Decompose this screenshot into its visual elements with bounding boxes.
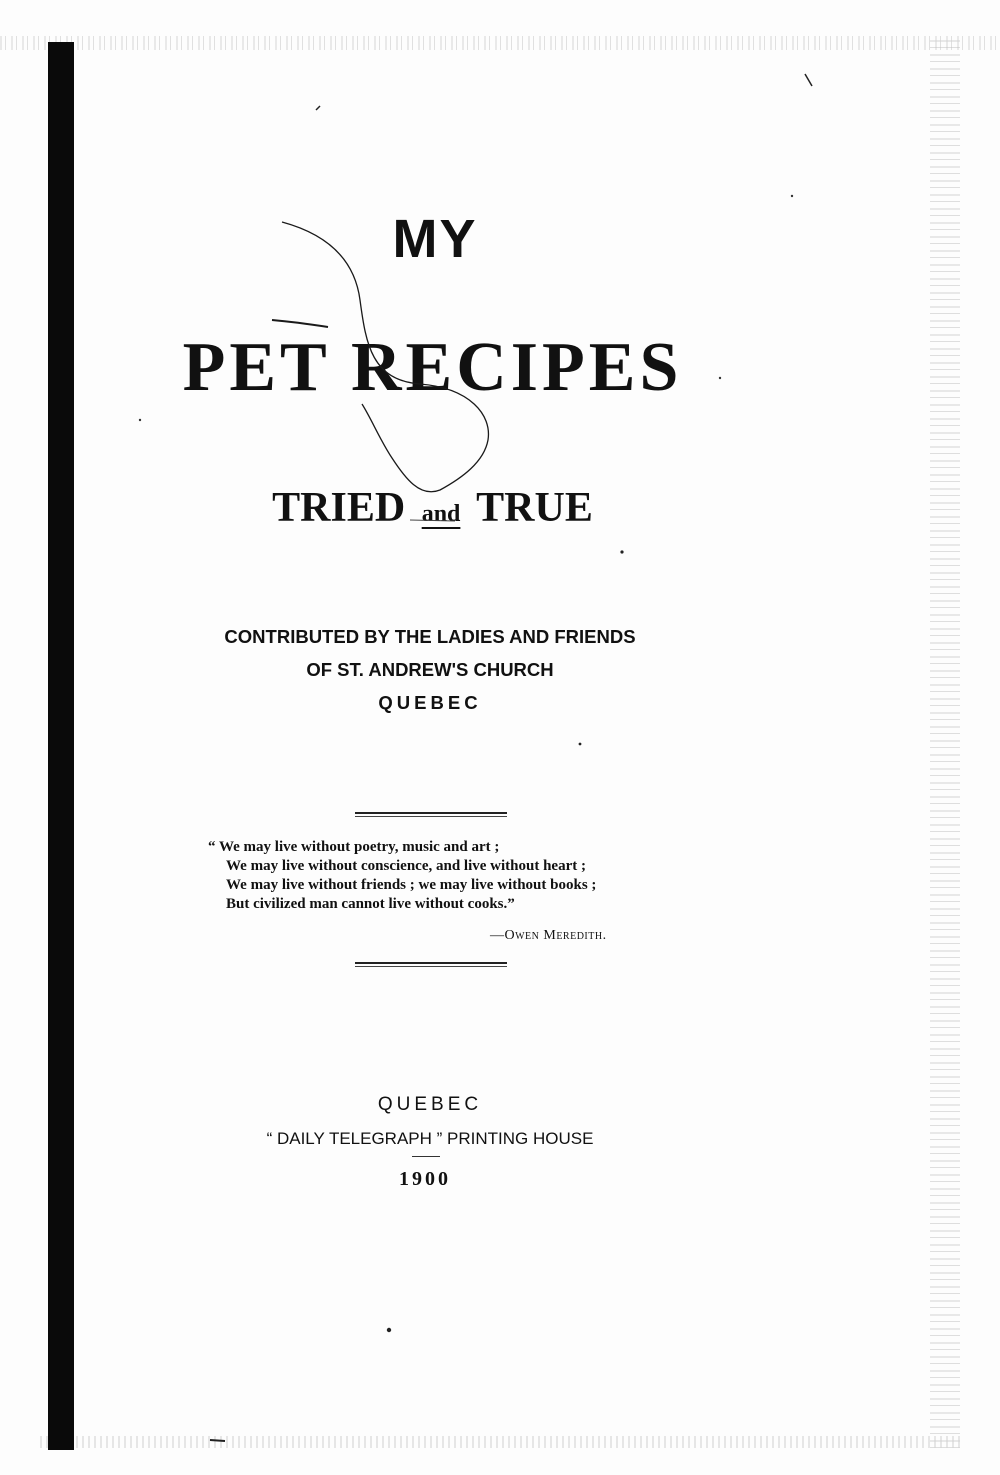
contribution-block [160,620,700,719]
epigraph-line-1: “ We may live without poetry, music and art ; [208,839,500,855]
contribution-line-1: CONTRIBUTED BY THE LADIES AND FRIENDS [224,626,636,647]
epigraph [208,838,668,914]
imprint-city: QUEBEC [377,1094,483,1115]
epigraph-attribution: —Owen Meredith. [490,928,607,943]
subtitle-conjunction: and [421,501,461,527]
epigraph-line-3: We may live without friends ; we may live without books ; [226,877,597,893]
scan-noise-bottom [40,1436,960,1448]
imprint-printer: “ DAILY TELEGRAPH ” PRINTING HOUSE [266,1129,594,1148]
subtitle-word-true: TRUE [476,485,593,531]
epigraph-line-2: We may live without conscience, and live without heart ; [226,858,586,874]
imprint-year: 1900 [399,1168,451,1190]
book-spine-shadow [48,42,74,1450]
imprint-divider [412,1156,440,1157]
contribution-line-3: QUEBEC [378,692,482,713]
subtitle-word-tried: TRIED [272,485,406,531]
title-line-pet-recipes: PET RECIPES [182,329,683,406]
ornamental-rule-bottom [355,962,507,967]
epigraph-line-4: But civilized man cannot live without cooks.” [226,896,515,912]
scan-noise-top [0,36,1000,50]
imprint-block [215,1088,645,1156]
subtitle [240,482,625,540]
title-line-my: MY [392,209,478,269]
ornamental-rule-top [355,812,507,817]
contribution-line-2: OF ST. ANDREW'S CHURCH [306,659,554,680]
scan-noise-right [930,40,960,1450]
